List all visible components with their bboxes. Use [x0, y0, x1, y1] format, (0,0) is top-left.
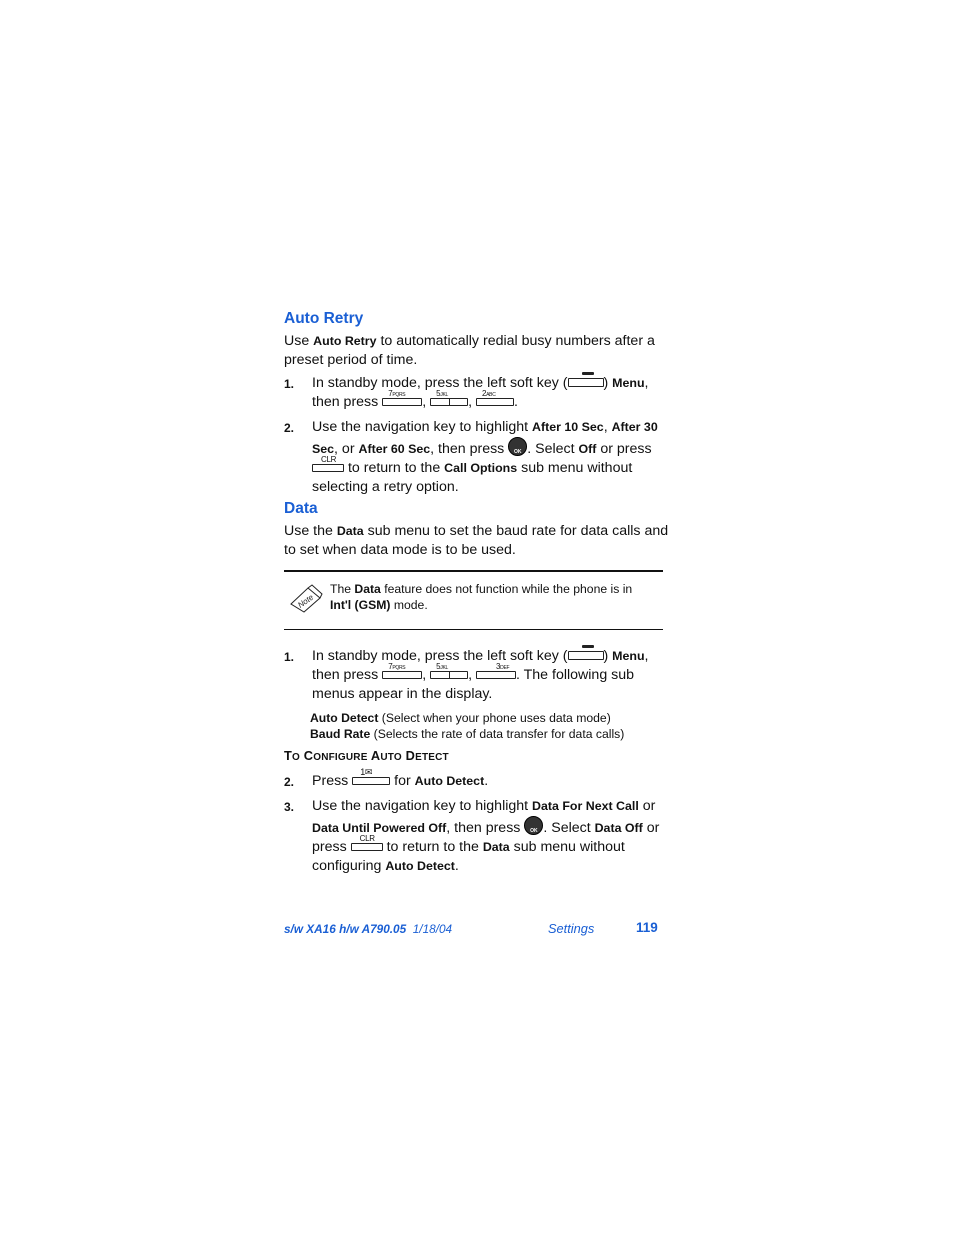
key-1-voicemail-icon: 1✉ [352, 773, 390, 785]
ok-button-icon: OK [524, 816, 543, 835]
step-number: 1. [284, 377, 295, 391]
note-text: The Data feature does not function while the phone is in Int'l (GSM) mode. [330, 582, 633, 612]
key-2-icon: 2ABC [476, 394, 514, 406]
key-7-icon: 7PQRS [382, 667, 422, 679]
data-heading: Data [284, 500, 318, 517]
footer-section: Settings [548, 921, 595, 936]
step-number: 3. [284, 800, 295, 814]
svg-text:Note: Note [296, 592, 316, 610]
note-top-rule [284, 570, 663, 572]
submenu-baud-rate: Baud Rate (Selects the rate of data transfer for data calls) [310, 727, 625, 741]
note-bottom-rule [284, 629, 663, 630]
clr-key-icon: CLR [351, 839, 383, 851]
data-intro: Use the Data sub menu to set the baud rate for data calls and to set when data mode is to be used. [284, 523, 669, 558]
step-number: 1. [284, 650, 295, 664]
auto-retry-heading: Auto Retry [284, 310, 364, 327]
key-3-icon: 3DEF [476, 667, 516, 679]
left-soft-key-icon [568, 648, 604, 660]
clr-key-icon: CLR [312, 460, 344, 472]
data-step-1: In standby mode, press the left soft key ( ) Menu, then press 7PQRS , 5JKL , 3DEF . The following sub menus appear in the display. [312, 647, 664, 704]
key-5-icon: 5JKL [430, 667, 468, 679]
key-5-icon: 5JKL [430, 394, 468, 406]
left-soft-key-icon [568, 375, 604, 387]
auto-retry-step-1: In standby mode, press the left soft key ( ) Menu, then press 7PQRS , 5JKL , 2ABC . [312, 374, 664, 412]
ok-button-icon: OK [508, 437, 527, 456]
key-7-icon: 7PQRS [382, 394, 422, 406]
auto-retry-step-2: Use the navigation key to highlight After 10 Sec, After 30 Sec, or After 60 Sec, then press OK . Select Off or press CLR to return to the Call Options sub menu without selecting a retry option. [312, 419, 658, 495]
footer-version: s/w XA16 h/w A790.05 1/18/04 [284, 922, 453, 936]
note-icon [288, 584, 324, 614]
configure-step-3: Use the navigation key to highlight Data For Next Call or Data Until Powered Off, then press OK . Select Data Off or press CLR to return to the Data sub menu without configuring Auto Detect. [312, 798, 660, 874]
step-number: 2. [284, 775, 295, 789]
data-submenu-list [310, 710, 670, 742]
step-number: 2. [284, 421, 295, 435]
configure-step-2: Press 1✉ for Auto Detect. [312, 767, 489, 789]
configure-heading: TO CONFIGURE AUTO DETECT [284, 748, 449, 763]
auto-retry-intro: Use Auto Retry to automatically redial busy numbers after a preset period of time. [284, 333, 655, 368]
page-number: 119 [636, 920, 658, 935]
submenu-auto-detect: Auto Detect (Select when your phone uses data mode) [310, 711, 611, 725]
